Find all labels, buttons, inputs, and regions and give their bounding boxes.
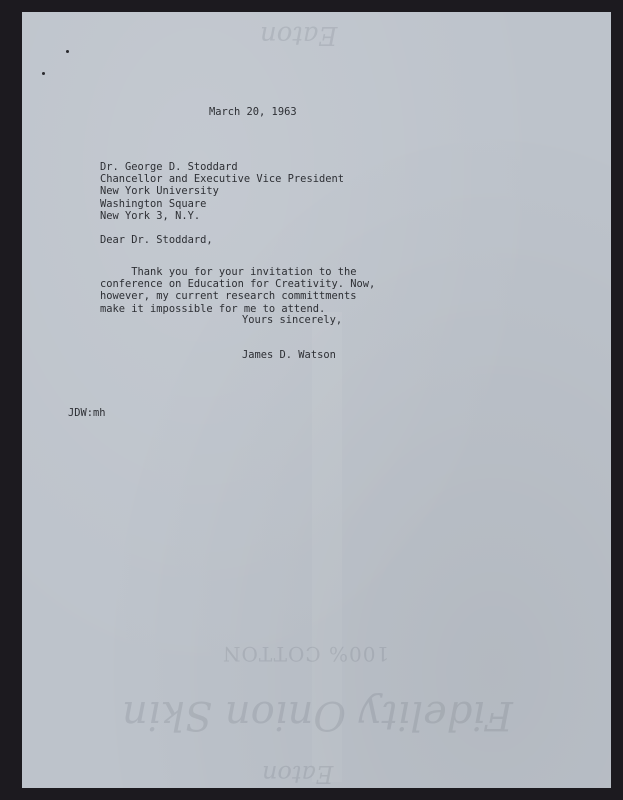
address-line: Washington Square: [100, 197, 207, 210]
typist-initials: JDW:mh: [68, 407, 106, 419]
salutation: Dear Dr. Stoddard,: [100, 234, 213, 246]
watermark-top: Eaton: [260, 20, 338, 50]
address-line: New York University: [100, 185, 219, 198]
signature-name: James D. Watson: [242, 349, 336, 361]
letter-date: March 20, 1963: [209, 106, 297, 118]
address-line: Dr. George D. Stoddard: [100, 161, 238, 173]
letter-page: [22, 12, 611, 788]
watermark-brand: Fidelity Onion Skin: [122, 692, 513, 738]
closing: Yours sincerely,: [242, 314, 343, 326]
body-line: Thank you for your invitation to the: [100, 266, 357, 278]
watermark-bottom: Eaton: [262, 760, 334, 788]
watermark-cotton: 100% COTTON: [222, 642, 390, 666]
address-line: New York 3, N.Y.: [100, 209, 201, 222]
body-line: make it impossible for me to attend.: [100, 302, 326, 315]
address-line: Chancellor and Executive Vice President: [100, 173, 344, 186]
letter-text: [22, 12, 611, 788]
recipient-address: [100, 161, 344, 222]
body-line: however, my current research committments: [100, 290, 357, 303]
body-line: conference on Education for Creativity. Now,: [100, 278, 376, 291]
letter-body: [100, 266, 375, 315]
